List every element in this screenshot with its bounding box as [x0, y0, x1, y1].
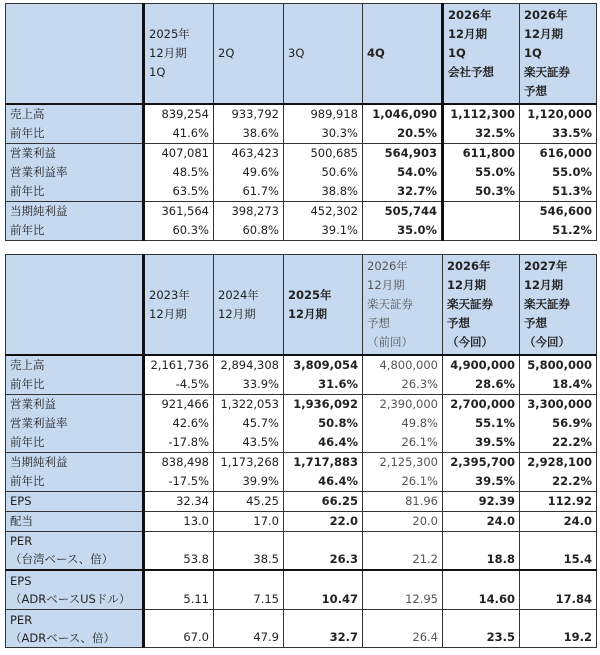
cell: 1,173,268 [214, 453, 284, 473]
cell: 17.0 [214, 512, 284, 532]
cell: 66.25 [284, 492, 363, 512]
cell: 564,903 [363, 144, 443, 164]
cell: 35.0% [363, 221, 443, 241]
row-label [6, 532, 144, 570]
cell: 17.84 [520, 570, 597, 610]
cell: 15.4 [520, 532, 597, 570]
annual-forecast-table [5, 254, 597, 648]
cell: 2,125,300 [363, 453, 443, 473]
cell: 31.6% [284, 375, 363, 395]
cell: 28.6% [443, 375, 520, 395]
cell: 838,498 [144, 453, 214, 473]
cell: 2,395,700 [443, 453, 520, 473]
cell: 933,792 [214, 104, 284, 124]
header-row [6, 4, 597, 105]
header-line: 12月期 [149, 306, 187, 321]
cell: 32.7% [363, 182, 443, 202]
quarterly-results-table [5, 3, 597, 241]
cell: 32.7 [284, 610, 363, 648]
header-corner [6, 255, 144, 356]
table-row [6, 355, 597, 375]
cell: 60.3% [144, 221, 214, 241]
row-label: 売上高 [6, 104, 144, 124]
cell: 38.6% [214, 124, 284, 144]
table-row [6, 163, 597, 182]
header-line: 予想 [524, 84, 547, 98]
cell: 2,928,100 [520, 453, 597, 473]
cell: 839,254 [144, 104, 214, 124]
header-line: 2025年 [149, 27, 190, 41]
row-label-sub: （台湾ベース、倍） [10, 552, 114, 567]
header-row [6, 255, 597, 356]
cell: 49.6% [214, 163, 284, 182]
table-row [6, 512, 597, 532]
cell: 452,302 [284, 202, 363, 222]
cell: 38.8% [284, 182, 363, 202]
cell: 32.34 [144, 492, 214, 512]
cell: 22.0 [284, 512, 363, 532]
row-label: 営業利益 [6, 144, 144, 164]
cell: 39.1% [284, 221, 363, 241]
cell [443, 221, 520, 241]
cell: 43.5% [214, 433, 284, 453]
cell: 505,744 [363, 202, 443, 222]
row-label-main: EPS [10, 573, 32, 588]
header-line: 12月期 [524, 27, 564, 41]
cell: 5.11 [144, 570, 214, 610]
cell: 22.2% [520, 433, 597, 453]
cell: 2,700,000 [443, 395, 520, 415]
header-4q [363, 4, 443, 105]
cell: 39.5% [443, 433, 520, 453]
header-line: 4Q [367, 46, 385, 60]
cell: 92.39 [443, 492, 520, 512]
table-row [6, 453, 597, 473]
cell: 22.2% [520, 472, 597, 492]
cell: 407,081 [144, 144, 214, 164]
table-row [6, 395, 597, 415]
header-3q [284, 4, 363, 105]
cell: 10.47 [284, 570, 363, 610]
row-label-main: PER [10, 534, 33, 549]
cell: 989,918 [284, 104, 363, 124]
cell: 2,390,000 [363, 395, 443, 415]
cell: 39.5% [443, 472, 520, 492]
cell: 55.0% [520, 163, 597, 182]
header-2025-1q [144, 4, 214, 105]
cell: 50.6% [284, 163, 363, 182]
cell: 26.1% [363, 472, 443, 492]
row-label: 前年比 [6, 182, 144, 202]
row-label [6, 570, 144, 610]
cell: 18.8 [443, 532, 520, 570]
header-line: 2026年 [524, 8, 568, 22]
cell: 1,120,000 [520, 104, 597, 124]
header-line: 2026年 [448, 8, 492, 22]
header-line: 予想 [367, 316, 390, 330]
cell: 24.0 [520, 512, 597, 532]
cell: 500,685 [284, 144, 363, 164]
header-2026-1q-company [443, 4, 520, 105]
table-row [6, 124, 597, 144]
header-line: 2023年 [149, 287, 190, 302]
header-2q [214, 4, 284, 105]
table-row [6, 414, 597, 433]
table-row [6, 492, 597, 512]
cell: 50.3% [443, 182, 520, 202]
header-line: 楽天証券 [524, 65, 570, 79]
header-line: 12月期 [447, 278, 487, 292]
header-line: （今回） [447, 335, 493, 349]
cell: 1,717,883 [284, 453, 363, 473]
header-line: （前回） [367, 335, 413, 349]
row-label-main: PER [10, 612, 33, 627]
header-line: 予想 [447, 316, 470, 330]
cell: 20.0 [363, 512, 443, 532]
cell: 463,423 [214, 144, 284, 164]
cell: 46.4% [284, 472, 363, 492]
row-label: 営業利益率 [6, 163, 144, 182]
cell: 50.8% [284, 414, 363, 433]
cell: 1,046,090 [363, 104, 443, 124]
cell: 18.4% [520, 375, 597, 395]
cell: 38.5 [214, 532, 284, 570]
table-row [6, 532, 597, 570]
header-line: 12月期 [149, 46, 187, 60]
cell: -17.8% [144, 433, 214, 453]
cell: 55.0% [443, 163, 520, 182]
row-label [6, 610, 144, 648]
header-line: 12月期 [524, 278, 564, 292]
cell: 1,322,053 [214, 395, 284, 415]
cell: 26.3% [363, 375, 443, 395]
header-line: 12月期 [367, 278, 405, 292]
header-fy2026-current-forecast [443, 255, 520, 356]
cell: 39.9% [214, 472, 284, 492]
cell: 47.9 [214, 610, 284, 648]
table-row [6, 375, 597, 395]
cell: 21.2 [363, 532, 443, 570]
header-line: 2026年 [367, 259, 408, 273]
header-corner [6, 4, 144, 105]
header-fy2024 [214, 255, 284, 356]
header-fy2025 [284, 255, 363, 356]
header-line: 1Q [149, 65, 166, 79]
cell: 45.7% [214, 414, 284, 433]
cell: 63.5% [144, 182, 214, 202]
cell: 41.6% [144, 124, 214, 144]
table-row [6, 144, 597, 164]
header-fy2026-prev-forecast [363, 255, 443, 356]
cell: 14.60 [443, 570, 520, 610]
row-label-sub: （ADRベース、倍） [10, 630, 115, 645]
header-line: 12月期 [288, 306, 328, 321]
cell: 2,894,308 [214, 355, 284, 375]
cell: 4,800,000 [363, 355, 443, 375]
cell: 24.0 [443, 512, 520, 532]
row-label: 前年比 [6, 124, 144, 144]
cell: 26.3 [284, 532, 363, 570]
header-line: 2Q [218, 46, 235, 60]
cell: 112.92 [520, 492, 597, 512]
cell: 33.5% [520, 124, 597, 144]
cell: -4.5% [144, 375, 214, 395]
header-line: 12月期 [218, 306, 256, 321]
table-row [6, 182, 597, 202]
header-line: 1Q [524, 46, 542, 60]
table-row [6, 433, 597, 453]
cell: 19.2 [520, 610, 597, 648]
table-row [6, 610, 597, 648]
header-fy2023 [144, 255, 214, 356]
cell: 361,564 [144, 202, 214, 222]
row-label: 当期純利益 [6, 202, 144, 222]
cell: 56.9% [520, 414, 597, 433]
header-line: 2025年 [288, 287, 332, 302]
row-label: 前年比 [6, 472, 144, 492]
cell: 1,112,300 [443, 104, 520, 124]
cell: 81.96 [363, 492, 443, 512]
header-line: 1Q [448, 46, 466, 60]
row-label: EPS [6, 492, 144, 512]
header-line: 楽天証券 [524, 297, 570, 311]
row-label: 売上高 [6, 355, 144, 375]
cell: 26.4 [363, 610, 443, 648]
header-line: 2024年 [218, 287, 259, 302]
cell: 60.8% [214, 221, 284, 241]
cell: 5,800,000 [520, 355, 597, 375]
cell: 61.7% [214, 182, 284, 202]
header-line: 会社予想 [448, 65, 494, 79]
cell: 616,000 [520, 144, 597, 164]
cell: 611,800 [443, 144, 520, 164]
cell: 42.6% [144, 414, 214, 433]
row-label-sub: （ADRベースUSドル） [10, 591, 131, 606]
row-label: 営業利益 [6, 395, 144, 415]
cell: 46.4% [284, 433, 363, 453]
cell: 33.9% [214, 375, 284, 395]
header-line: 3Q [288, 46, 305, 60]
cell: 1,936,092 [284, 395, 363, 415]
cell: 45.25 [214, 492, 284, 512]
table-row [6, 202, 597, 222]
cell: 49.8% [363, 414, 443, 433]
row-label: 当期純利益 [6, 453, 144, 473]
table-row [6, 472, 597, 492]
cell: 7.15 [214, 570, 284, 610]
header-2026-1q-rakuten [520, 4, 597, 105]
header-line: 楽天証券 [447, 297, 493, 311]
header-line: 12月期 [448, 27, 488, 41]
cell: 51.3% [520, 182, 597, 202]
cell: 13.0 [144, 512, 214, 532]
table-row [6, 104, 597, 124]
table-row [6, 570, 597, 610]
cell: 20.5% [363, 124, 443, 144]
header-line: 2026年 [447, 259, 491, 273]
cell: 48.5% [144, 163, 214, 182]
header-line: （今回） [524, 335, 570, 349]
table-row [6, 221, 597, 241]
cell: 32.5% [443, 124, 520, 144]
cell: -17.5% [144, 472, 214, 492]
cell: 921,466 [144, 395, 214, 415]
header-line: 楽天証券 [367, 297, 413, 311]
cell: 51.2% [520, 221, 597, 241]
cell: 3,809,054 [284, 355, 363, 375]
cell: 55.1% [443, 414, 520, 433]
cell: 2,161,736 [144, 355, 214, 375]
cell: 23.5 [443, 610, 520, 648]
row-label: 営業利益率 [6, 414, 144, 433]
cell: 54.0% [363, 163, 443, 182]
cell: 12.95 [363, 570, 443, 610]
cell: 30.3% [284, 124, 363, 144]
cell: 398,273 [214, 202, 284, 222]
cell: 26.1% [363, 433, 443, 453]
row-label: 前年比 [6, 375, 144, 395]
cell: 67.0 [144, 610, 214, 648]
cell: 3,300,000 [520, 395, 597, 415]
header-fy2027-current-forecast [520, 255, 597, 356]
header-line: 予想 [524, 316, 547, 330]
header-line: 2027年 [524, 259, 568, 273]
cell: 546,600 [520, 202, 597, 222]
row-label: 前年比 [6, 433, 144, 453]
cell: 4,900,000 [443, 355, 520, 375]
cell: 53.8 [144, 532, 214, 570]
row-label: 配当 [6, 512, 144, 532]
row-label: 前年比 [6, 221, 144, 241]
cell [443, 202, 520, 222]
